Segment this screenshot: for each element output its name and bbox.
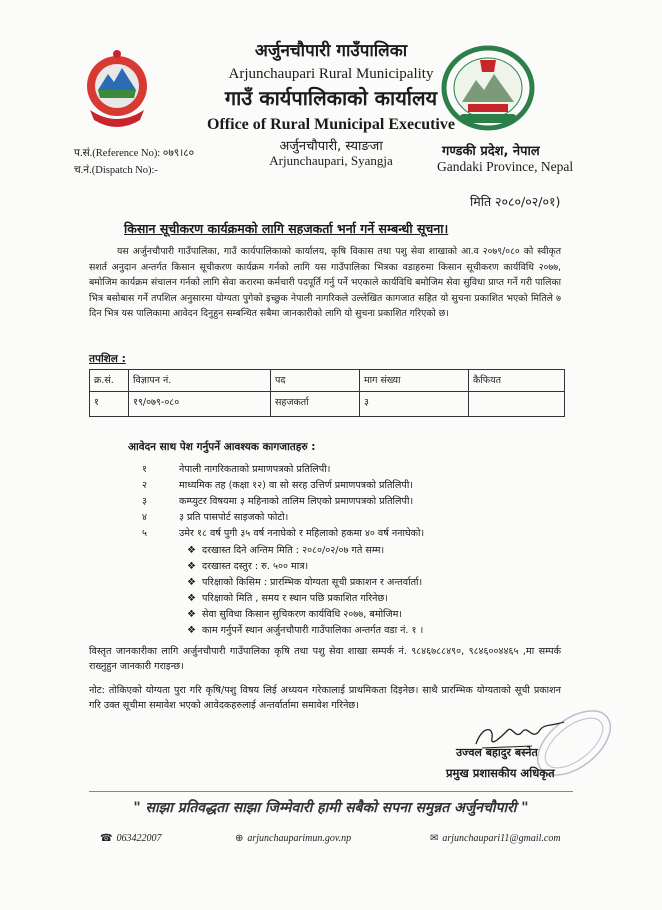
- cell-remarks: [469, 392, 565, 417]
- office-name-np: गाउँ कार्यपालिकाको कार्यालय: [224, 86, 438, 110]
- cell-serial: १: [90, 392, 129, 417]
- cell-advert-no: १९/०७९-०८०: [129, 392, 271, 417]
- footer-email: ✉ arjunchaupari11@gmail.com: [430, 833, 561, 844]
- bullet-item: ❖ सेवा सुविधा किसान सुचिकरण कार्यविधि २०७७, बमोजिम।: [187, 609, 403, 620]
- reference-number: प.सं.(Reference No): ०७९।८०: [74, 148, 195, 159]
- footer-divider: [89, 791, 573, 792]
- province-en: Gandaki Province, Nepal: [437, 159, 574, 174]
- list-item: ४ ३ प्रति पासपोर्ट साइजको फोटो।: [142, 512, 289, 523]
- signer-name: उज्वल बहादुर बस्नेत: [456, 746, 538, 759]
- footer-phone: ☎ 063422007: [100, 833, 162, 844]
- diamond-bullet-icon: ❖: [187, 577, 196, 588]
- signer-title: प्रमुख प्रशासकीय अधिकृत: [446, 766, 555, 780]
- contact-info: विस्तृत जानकारीका लागि अर्जुनचौपारी गाउँपालिका कृषि तथा पशु सेवा शाखा सम्पर्क नं. ९८४६७८८४९०, ९८४६००४४६५ ,मा सम्पर्क राख्नुहुन जानकारी गराइन्छ।: [89, 646, 561, 672]
- diamond-bullet-icon: ❖: [187, 561, 196, 572]
- header-demand: माग संख्या: [360, 370, 469, 392]
- globe-icon: ⊕: [235, 833, 244, 844]
- bullet-item: ❖ परिक्षाको मिति , समय र स्थान पछि प्रकाशित गरिनेछ।: [187, 593, 388, 604]
- header-advert-no: विज्ञापन नं.: [129, 370, 271, 392]
- header-post: पद: [271, 370, 360, 392]
- slogan: " साझा प्रतिवद्धता साझा जिम्मेवारी हामी सबैको सपना समुन्नत अर्जुनचौपारी ": [133, 800, 529, 816]
- province-np: गण्डकी प्रदेश, नेपाल: [442, 144, 540, 159]
- cell-demand: ३: [360, 392, 469, 417]
- bullet-item: ❖ दरखास्त दिने अन्तिम मिति : २०८०/०२/०७ गते सम्म।: [187, 545, 385, 556]
- notice-subject: किसान सूचीकरण कार्यक्रमको लागि सहजकर्ता भर्ना गर्ने सम्बन्धी सूचना।: [124, 221, 449, 236]
- list-item: २ माध्यमिक तह (कक्षा १२) वा सो सरह उत्तिर्ण प्रमाणपत्रको प्रतिलिपी।: [142, 480, 413, 491]
- diamond-bullet-icon: ❖: [187, 625, 196, 636]
- table-header-row: [90, 370, 565, 392]
- note-text: नोट: तोकिएको योग्यता पुरा गरि कृषि/पशु विषय लिई अध्ययन गरेकालाई प्राथमिकता दिइनेछ। साथै प्रारम्भिक योग्यताको सूची प्रकाशन गरि उक्त सूचीमा समावेश भएको आवेदकहरुलाई अन्तर्वार्तामा समावेश गरिनेछ।: [89, 685, 561, 711]
- diamond-bullet-icon: ❖: [187, 609, 196, 620]
- list-item: ५ उमेर १८ वर्ष पुगी ३५ वर्ष ननाघेको र महिलाको हकमा ४० वर्ष ननाघेको।: [142, 528, 425, 539]
- bullet-item: ❖ परिक्षाको किसिम : प्रारम्भिक योग्यता सूची प्रकाशन र अन्तर्वार्ता।: [187, 577, 423, 588]
- details-label: तपशिल :: [89, 353, 126, 365]
- office-name-en: Office of Rural Municipal Executive: [207, 116, 455, 133]
- diamond-bullet-icon: ❖: [187, 593, 196, 604]
- list-item: ३ कम्प्युटर विषयमा ३ महिनाको तालिम लिएको प्रमाणपत्रको प्रतिलिपी।: [142, 496, 414, 507]
- bullet-item: ❖ दरखास्त दस्तुर : रु. ५०० मात्र।: [187, 561, 309, 572]
- footer-website: ⊕ arjunchauparimun.gov.np: [235, 833, 352, 844]
- envelope-icon: ✉: [430, 833, 439, 844]
- municipality-name-np: अर्जुनचौपारी गाउँपालिका: [254, 41, 408, 61]
- bullet-item: ❖ काम गर्नुपर्ने स्थान अर्जुनचौपारी गाउँपालिका अन्तर्गत वडा नं. १ ।: [187, 625, 424, 636]
- address-en: Arjunchaupari, Syangja: [269, 153, 393, 168]
- header-remarks: कैफियत: [469, 370, 565, 392]
- header-serial: क्र.सं.: [90, 370, 129, 392]
- vacancy-table: [89, 369, 565, 417]
- letter-date: मिति २०८०/०२/०१): [470, 194, 561, 209]
- documents-title: आवेदन साथ पेश गर्नुपर्ने आवश्यक कागजातहरु :: [128, 441, 316, 453]
- municipality-name-en: Arjunchaupari Rural Municipality: [228, 66, 434, 82]
- phone-icon: ☎: [100, 833, 113, 844]
- address-np: अर्जुनचौपारी, स्याङजा: [279, 139, 383, 154]
- diamond-bullet-icon: ❖: [187, 545, 196, 556]
- table-row: [90, 392, 565, 417]
- notice-body: यस अर्जुनचौपारी गाउँपालिका, गाउँ कार्यपालिकाको कार्यालय, कृषि विकास तथा पशु सेवा शाखाको आ.व २०७९/०८० को स्वीकृत सशर्त अनुदान अन्तर्गत किसान सूचीकरण कार्यक्रम गर्नको लागि यस गाउँपालिका भित्रका वडाहरुमा किसान सूचीकरण कार्यविधि २०७७, बमोजिम कार्यक्रम संचालन गर्नको लागि सेवा करारमा कर्मचारी पदपूर्ति गर्नु पर्ने भएकाले कार्यविधि बमोजिम सेवा सुविधा प्राप्त गर्ने गरी पालिका भित्र बसोबास गर्ने तपशिल अनुसारमा योग्यता पुगेको इच्छुक नेपाली नागरिकले उल्लेखित कागजात सहित यो सुचना प्रकाशित भएको मितिले ७ दिन भित्र यस पालिकामा आवेदन दिनुहुन सम्बन्धित सबैमा जानकारीको लागि यो सुचना प्रकाशित गरिएको छ।: [89, 246, 561, 320]
- dispatch-number: च.नं.(Dispatch No):-: [74, 165, 158, 176]
- cell-post: सहजकर्ता: [271, 392, 360, 417]
- list-item: १ नेपाली नागरिकताको प्रमाणपत्रको प्रतिलिपी।: [142, 464, 331, 475]
